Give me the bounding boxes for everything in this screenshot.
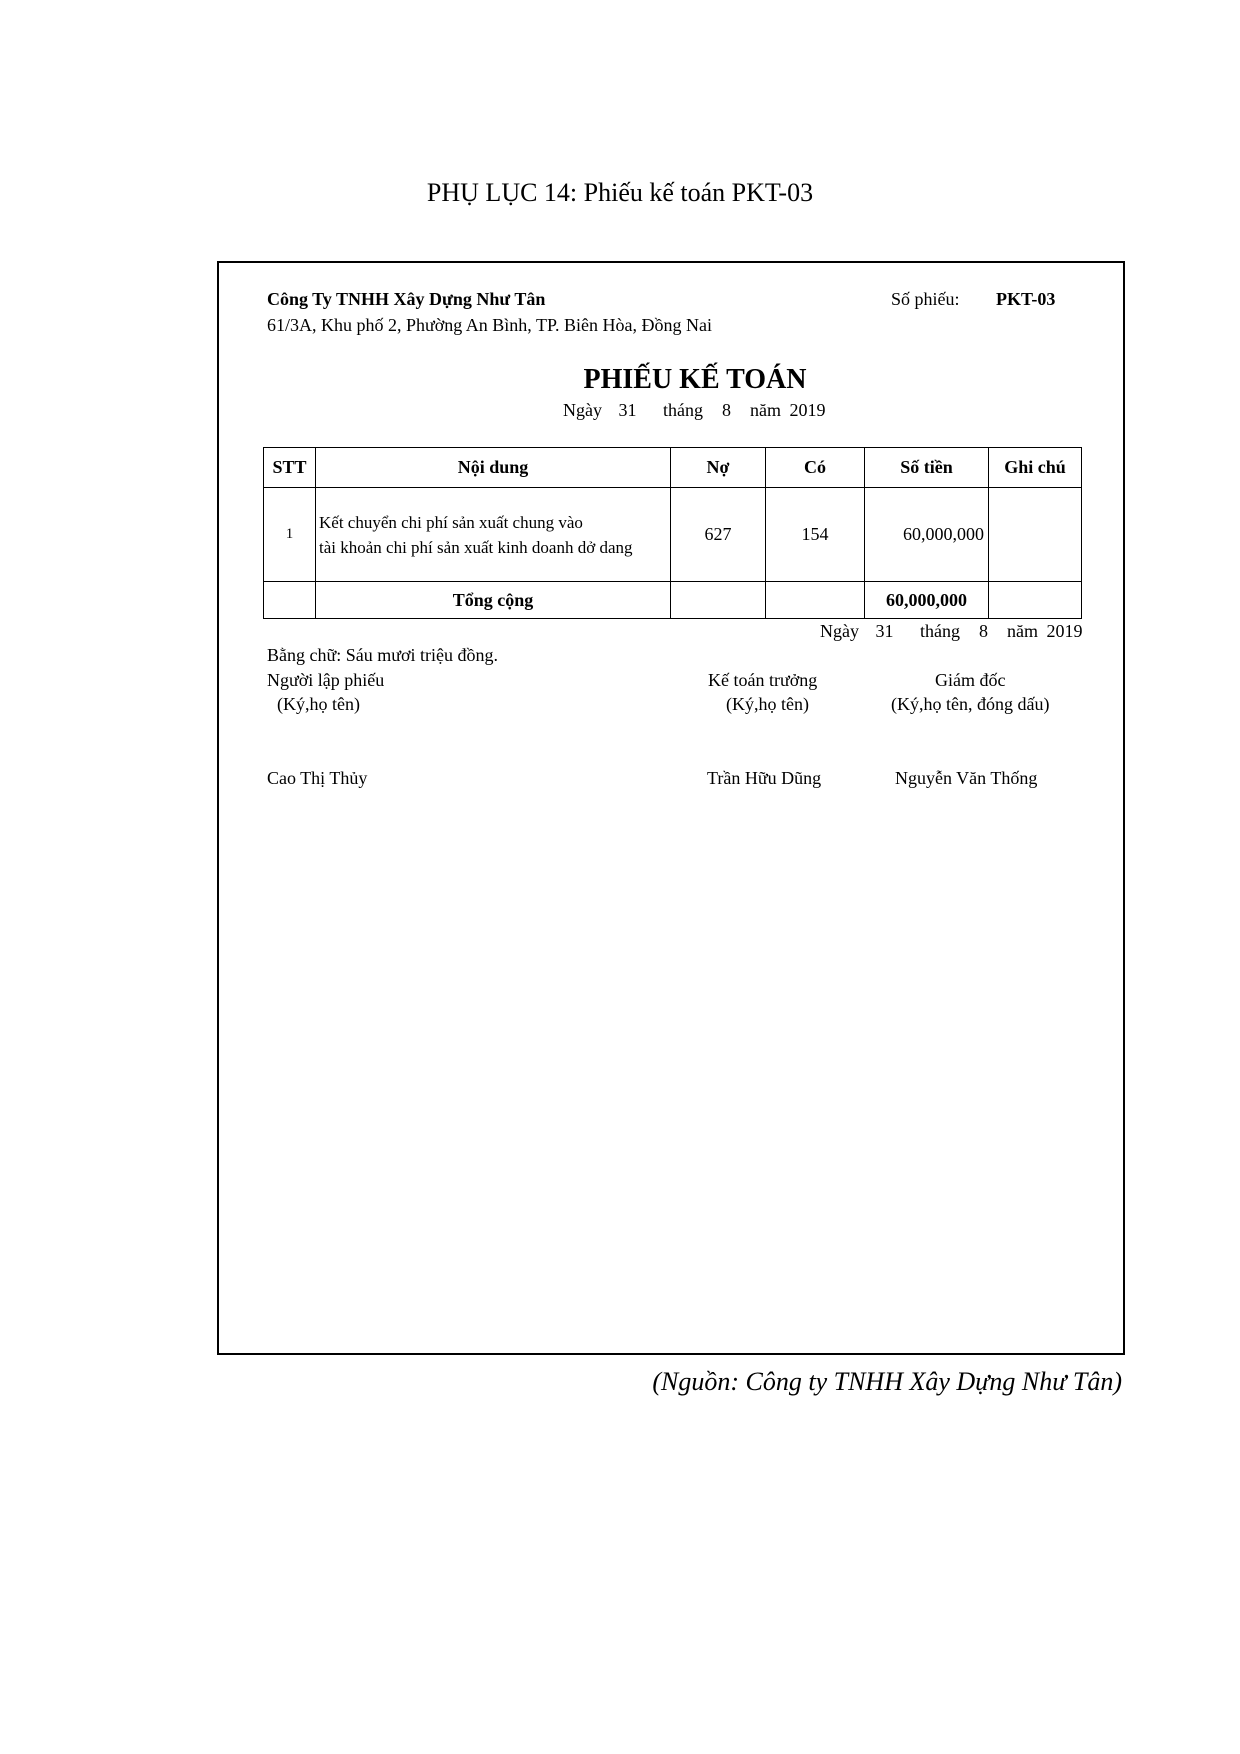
total-amount: 60,000,000: [865, 582, 989, 619]
year-value: 2019: [789, 400, 826, 420]
day-value: 31: [618, 400, 637, 420]
month-value: 8: [722, 400, 731, 420]
header-stt: STT: [264, 448, 316, 488]
month-label: tháng: [663, 400, 703, 420]
row-stt: 1: [264, 488, 316, 582]
total-stt-cell: [264, 582, 316, 619]
director-role: Giám đốc: [935, 670, 1006, 690]
signing-day-label: Ngày: [820, 621, 859, 641]
table-header-row: [264, 448, 1082, 488]
document-date: [563, 400, 826, 421]
source-note: (Nguồn: Công ty TNHH Xây Dựng Như Tân): [652, 1367, 1122, 1396]
signing-date: [820, 621, 1083, 642]
company-address: 61/3A, Khu phố 2, Phường An Bình, TP. Biên Hòa, Đồng Nai: [267, 315, 712, 335]
preparer-name: Cao Thị Thủy: [267, 768, 368, 788]
row-content: [316, 488, 671, 582]
signing-year-label: năm: [1007, 621, 1038, 641]
director-name: Nguyễn Văn Thống: [895, 768, 1038, 788]
header-note: Ghi chú: [989, 448, 1082, 488]
signing-day-value: 31: [875, 621, 894, 641]
header-credit: Có: [766, 448, 865, 488]
row-debit: 627: [671, 488, 766, 582]
signing-month-value: 8: [979, 621, 988, 641]
ledger-table: [263, 447, 1082, 619]
header-debit: Nợ: [671, 448, 766, 488]
voucher-number: PKT-03: [996, 289, 1056, 309]
document-title: PHIẾU KẾ TOÁN: [583, 364, 807, 395]
chief-accountant-name: Trần Hữu Dũng: [707, 768, 822, 788]
voucher-frame: [217, 261, 1125, 1355]
company-name: Công Ty TNHH Xây Dựng Như Tân: [267, 289, 546, 309]
appendix-title: PHỤ LỤC 14: Phiếu kế toán PKT-03: [426, 178, 814, 207]
header-amount: Số tiền: [865, 448, 989, 488]
total-credit-cell: [766, 582, 865, 619]
signing-year-value: 2019: [1046, 621, 1083, 641]
total-debit-cell: [671, 582, 766, 619]
row-content-line-2: tài khoản chi phí sản xuất kinh doanh dở dang: [319, 537, 633, 557]
row-credit: 154: [766, 488, 865, 582]
preparer-note: (Ký,họ tên): [277, 694, 360, 714]
total-note-cell: [989, 582, 1082, 619]
day-label: Ngày: [563, 400, 602, 420]
year-label: năm: [750, 400, 781, 420]
row-note: [989, 488, 1082, 582]
director-note: (Ký,họ tên, đóng dấu): [891, 694, 1050, 714]
table-row: [264, 488, 1082, 582]
signing-month-label: tháng: [920, 621, 960, 641]
total-row: [264, 582, 1082, 619]
total-label: Tổng cộng: [316, 582, 671, 619]
preparer-role: Người lập phiếu: [267, 670, 385, 690]
header-content: Nội dung: [316, 448, 671, 488]
chief-accountant-role: Kế toán trưởng: [708, 670, 818, 690]
row-amount: 60,000,000: [865, 488, 989, 582]
chief-accountant-note: (Ký,họ tên): [726, 694, 809, 714]
amount-in-words: Bằng chữ: Sáu mươi triệu đồng.: [267, 645, 499, 665]
row-content-line-1: Kết chuyển chi phí sản xuất chung vào: [319, 512, 583, 532]
voucher-number-label: Số phiếu:: [891, 289, 960, 309]
